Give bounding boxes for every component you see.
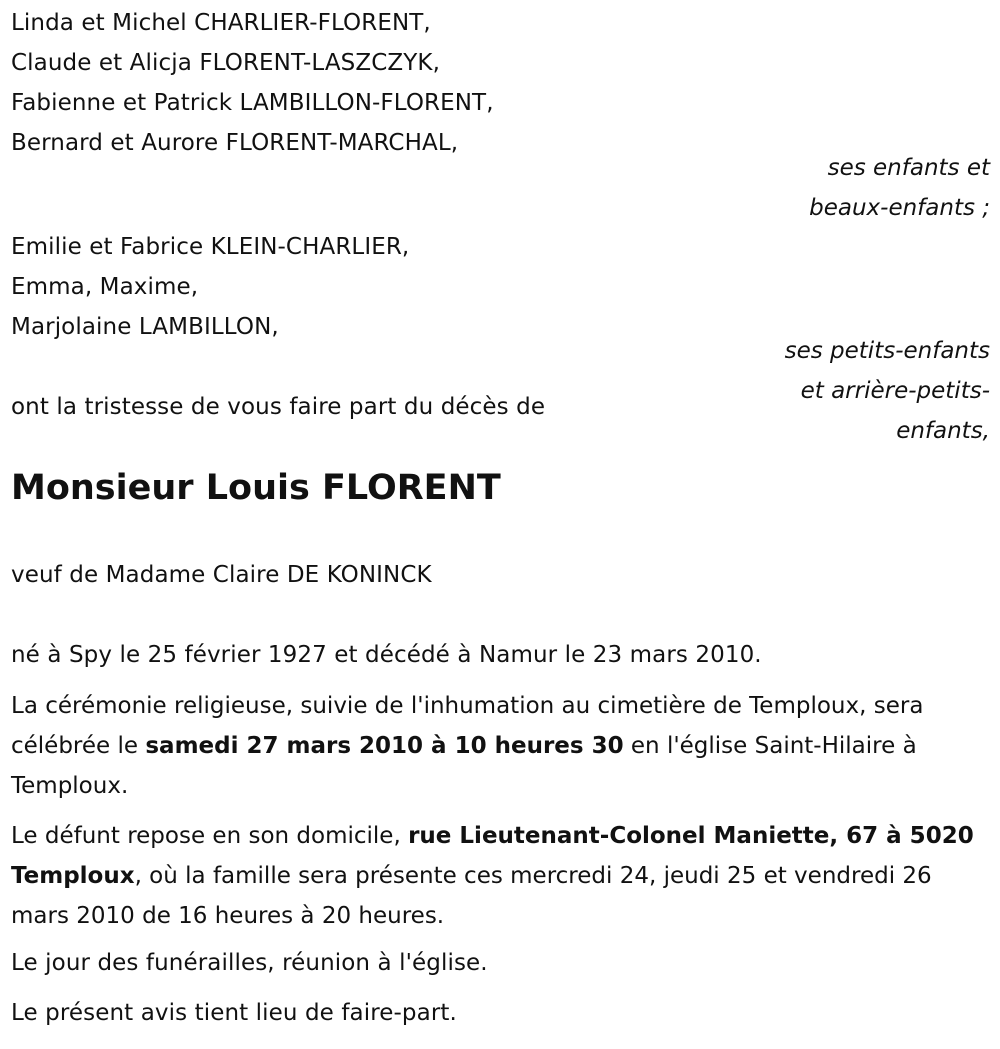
ceremony-text-before: La cérémonie religieuse, suivie de l'inhumation au cimetière de Temploux, sera célébrée le xyxy=(11,693,924,759)
family-line-children-1: Linda et Michel CHARLIER-FLORENT, xyxy=(11,10,431,36)
birth-death-dates: né à Spy le 25 février 1927 et décédé à Namur le 23 mars 2010. xyxy=(11,642,762,668)
deceased-name: Monsieur Louis FLORENT xyxy=(11,468,501,508)
ceremony-text-after: en l'église Saint-Hilaire à Temploux. xyxy=(11,733,917,799)
widower-of: veuf de Madame Claire DE KONINCK xyxy=(11,562,432,588)
repose-address: rue Lieutenant-Colonel Maniette, 67 à 5020 Temploux xyxy=(11,823,974,889)
repose-paragraph xyxy=(11,816,986,936)
notice-text: Le présent avis tient lieu de faire-part. xyxy=(11,1000,457,1026)
family-line-children-3: Fabienne et Patrick LAMBILLON-FLORENT, xyxy=(11,90,494,116)
relation-label-grandchildren-3: enfants, xyxy=(896,418,990,444)
announcement-text: ont la tristesse de vous faire part du décès de xyxy=(11,394,546,420)
relation-label-children-2: beaux-enfants ; xyxy=(809,195,990,221)
repose-text-after: , où la famille sera présente ces mercredi 24, jeudi 25 et vendredi 26 mars 2010 de 16 heures à 20 heures. xyxy=(11,863,932,929)
relation-label-grandchildren-1: ses petits-enfants xyxy=(784,338,990,364)
relation-label-grandchildren-2: et arrière-petits- xyxy=(800,378,990,404)
ceremony-paragraph xyxy=(11,686,986,806)
family-line-children-2: Claude et Alicja FLORENT-LASZCZYK, xyxy=(11,50,440,76)
family-line-grandchildren-1: Emilie et Fabrice KLEIN-CHARLIER, xyxy=(11,234,410,260)
funeral-meeting-text: Le jour des funérailles, réunion à l'église. xyxy=(11,950,488,976)
family-line-grandchildren-3: Marjolaine LAMBILLON, xyxy=(11,314,279,340)
family-line-children-4: Bernard et Aurore FLORENT-MARCHAL, xyxy=(11,130,459,156)
family-line-grandchildren-2: Emma, Maxime, xyxy=(11,274,199,300)
ceremony-date-time: samedi 27 mars 2010 à 10 heures 30 xyxy=(145,733,624,759)
relation-label-children-1: ses enfants et xyxy=(827,155,990,181)
repose-text-before: Le défunt repose en son domicile, xyxy=(11,823,409,849)
